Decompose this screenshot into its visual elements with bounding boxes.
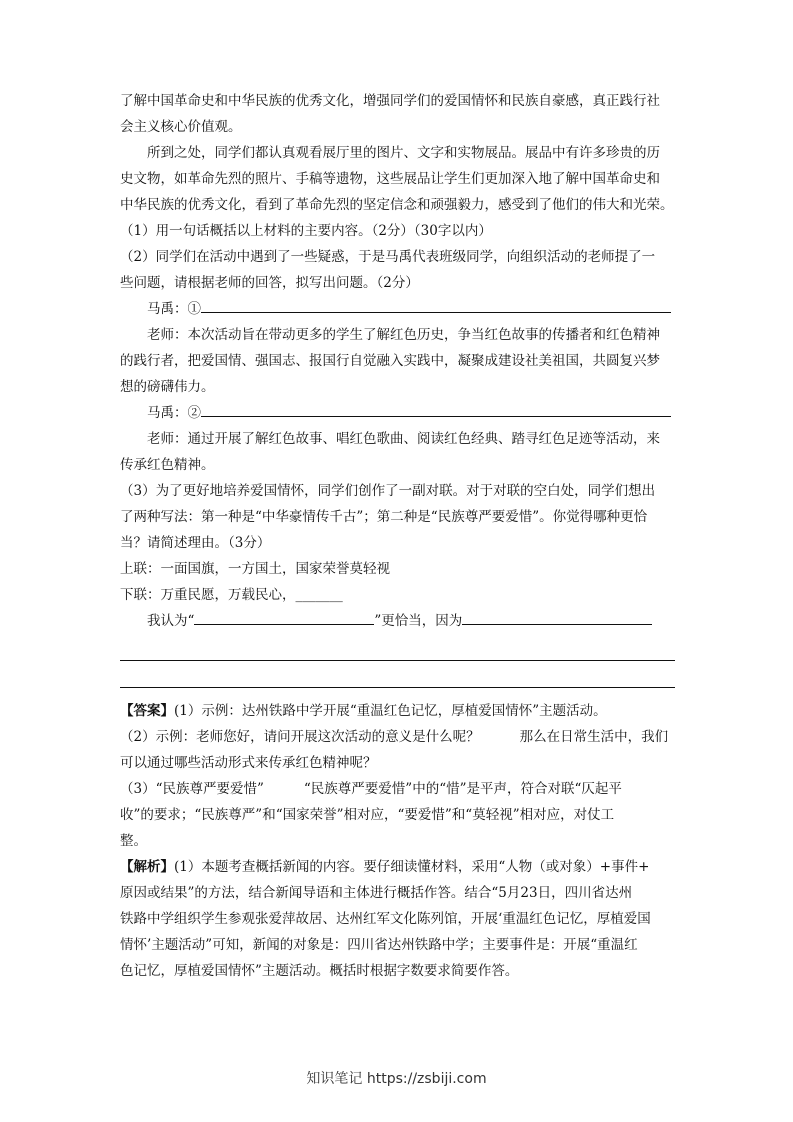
- question-3: 了两种写法：第一种是“中华豪情传千古”；第二种是“民族尊严要爱惜”。你觉得哪种更恰: [120, 509, 648, 525]
- choice-blank[interactable]: [194, 610, 374, 625]
- teacher-reply: 老师：本次活动旨在带动更多的学生了解红色历史，争当红色故事的传播者和红色精神: [147, 327, 660, 343]
- couplet-upper: 上联：一面国旗，一方国土，国家荣誉莫轻视: [120, 561, 390, 577]
- teacher-reply: 传承红色精神。: [120, 457, 215, 473]
- reason-blank[interactable]: [462, 610, 652, 625]
- teacher-reply: 老师：通过开展了解红色故事、唱红色歌曲、阅读红色经典、踏寻红色足迹等活动，来: [147, 431, 660, 447]
- answer-line: 整。: [120, 833, 147, 849]
- material-line: 中华民族的优秀文化，看到了革命先烈的坚定信念和顽强毅力，感受到了他们的伟大和光荣。: [120, 197, 674, 213]
- analysis-line: 铁路中学组织学生参观张爱萍故居、达州红军文化陈列馆，开展‘重温红色记忆，厚植爱国: [120, 911, 651, 927]
- opinion-mid: ”更恰当，因为: [374, 613, 463, 629]
- analysis-label: 【解析】: [120, 859, 174, 875]
- teacher-reply: 的践行者，把爱国情、强国志、报国行自觉融入实践中，凝聚成建设社美祖国，共圆复兴梦: [120, 353, 660, 369]
- mayu-label-1: 马禹：①: [147, 301, 201, 317]
- answer-line: 收”的要求；“民族尊严”和“国家荣誉”相对应，“要爱惜”和“莫轻视”相对应，对仗工: [120, 807, 615, 823]
- couplet-lower: [120, 582, 675, 608]
- material-line: 会主义核心价值观。: [120, 119, 242, 135]
- answer-blank-1[interactable]: [201, 298, 671, 313]
- question-3: （3）为了更好地培养爱国情怀，同学们创作了一副对联。对于对联的空白处，同学们想出: [120, 483, 656, 499]
- answer-line: 可以通过哪些活动形式来传承红色精神呢？: [120, 755, 377, 771]
- analysis-line: 色记忆，厚植爱国情怀”主题活动。概括时根据字数要求简要作答。: [120, 963, 519, 979]
- material-line: 了解中国革命史和中华民族的优秀文化，增强同学们的爱国情怀和民族自豪感，真正践行社: [120, 93, 660, 109]
- reason-blank-line[interactable]: [120, 634, 675, 661]
- analysis-line: 原因或结果”的方法，结合新闻导语和主体进行概括作答。结合“5月23日，四川省达州: [120, 885, 633, 901]
- document-body: [120, 88, 675, 984]
- answer-blank-2[interactable]: [201, 402, 671, 417]
- answer-line: 【答案】(1）示例：达州铁路中学开展“重温红色记忆，厚植爱国情怀”主题活动。: [120, 703, 607, 719]
- site-footer: 知识笔记 https://zsbiji.com: [306, 1071, 487, 1087]
- mayu-question-2: [120, 400, 675, 426]
- opinion-prefix: 我认为“: [147, 613, 195, 629]
- teacher-reply: 想的磅礴伟力。: [120, 379, 215, 395]
- mayu-label-2: 马禹：②: [147, 405, 201, 421]
- question-2: （2）同学们在活动中遇到了一些疑惑，于是马禹代表班级同学，向组织活动的老师提了一: [120, 249, 656, 265]
- question-3: 当？请简述理由。（3分）: [120, 535, 271, 551]
- material-line: 所到之处，同学们都认真观看展厅里的图片、文字和实物展品。展品中有许多珍贵的历: [147, 145, 660, 161]
- couplet-lower-text: 下联：万重民愿，万载民心，: [120, 587, 296, 603]
- analysis-line: 【解析】(1）本题考查概括新闻的内容。要仔细读懂材料，采用“人物（或对象）+事件+: [120, 859, 650, 875]
- reason-blank-line[interactable]: [120, 661, 675, 688]
- couplet-blank[interactable]: _______: [295, 587, 343, 603]
- answer-line: （2）示例：老师您好，请问开展这次活动的意义是什么呢？ 那么在日常生活中，我们: [120, 729, 669, 745]
- analysis-line: 情怀’主题活动”可知，新闻的对象是：四川省达州铁路中学；主要事件是：开展“重温红: [120, 937, 638, 953]
- material-line: 史文物，如革命先烈的照片、手稿等遗物，这些展品让学生们更加深入地了解中国革命史和: [120, 171, 660, 187]
- question-1: （1）用一句话概括以上材料的主要内容。（2分）（30字以内）: [120, 223, 492, 239]
- question-2: 些问题，请根据老师的回答，拟写出问题。（2分）: [120, 275, 419, 291]
- answer-line: （3）“民族尊严要爱惜” “民族尊严要爱惜”中的“惜”是平声，符合对联“仄起平: [120, 781, 622, 797]
- mayu-question-1: [120, 296, 675, 322]
- opinion-line: [120, 608, 675, 634]
- answer-label: 【答案】: [120, 703, 174, 719]
